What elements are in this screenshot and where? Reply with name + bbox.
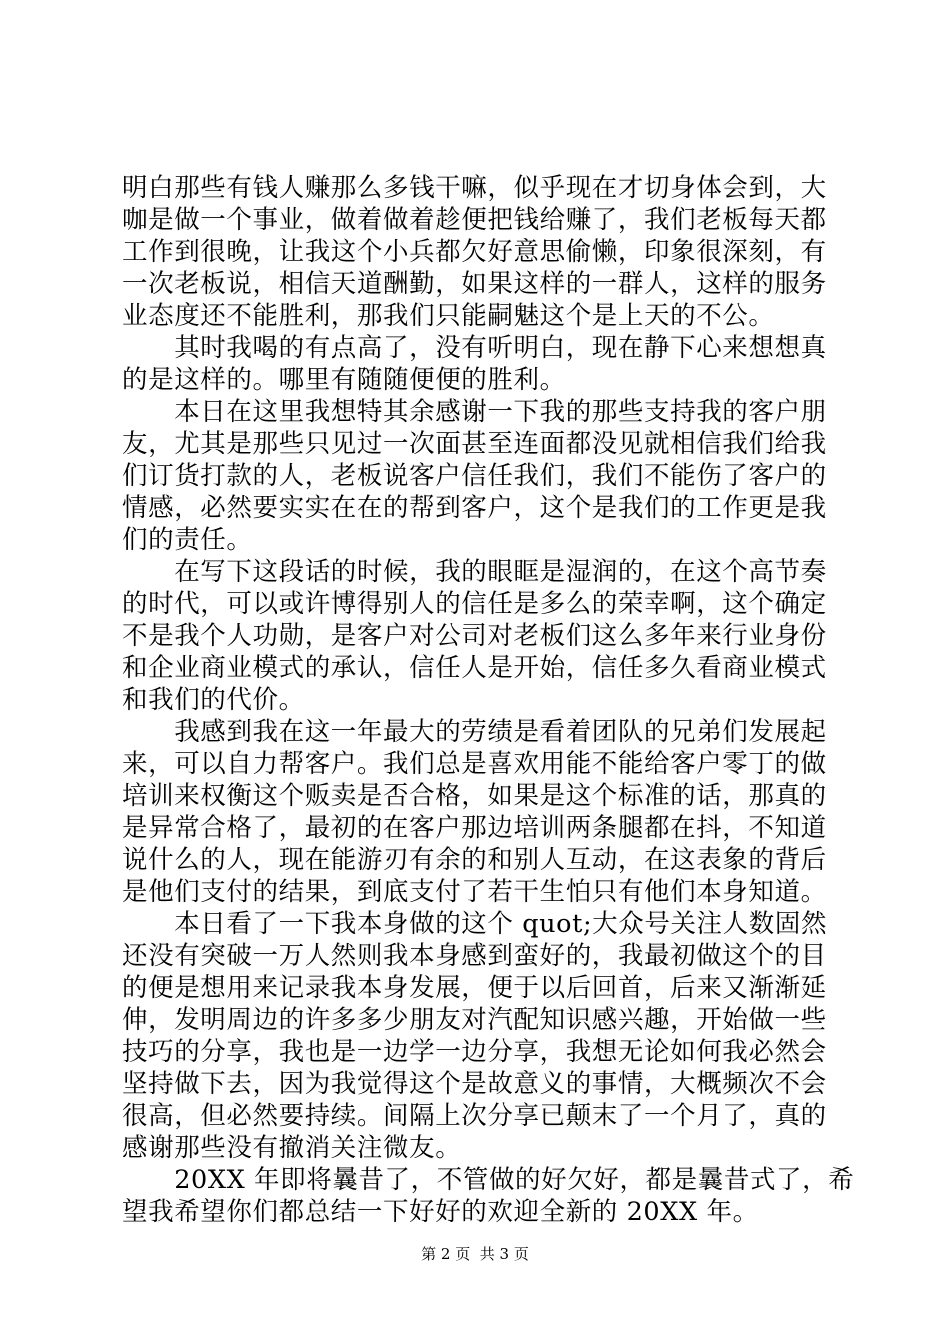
text-line-19: 来，可以自力帮客户。我们总是喜欢用能不能给客户零丁的做	[122, 749, 827, 779]
body-text	[122, 172, 855, 1228]
text-line-15: 不是我个人功勋，是客户对公司对老板们这么多年来行业身份	[122, 621, 827, 651]
text-line-18: 我感到我在这一年最大的劳绩是看着团队的兄弟们发展起	[122, 717, 827, 747]
text-line-3: 工作到很晚，让我这个小兵都欠好意思偷懒，印象很深刻，有	[122, 237, 827, 267]
text-line-29: 坚持做下去，因为我觉得这个是故意义的事情，大概频次不会	[122, 1069, 827, 1099]
text-line-10: 们订货打款的人，老板说客户信任我们，我们不能伤了客户的	[122, 461, 827, 491]
text-line-33: 望我希望你们都总结一下好好的欢迎全新的 20XX 年。	[122, 1197, 759, 1227]
text-line-22: 说什么的人，现在能游刃有余的和别人互动，在这表象的背后	[122, 845, 827, 875]
text-line-21: 是异常合格了，最初的在客户那边培训两条腿都在抖，不知道	[122, 813, 827, 843]
text-line-7: 的是这样的。哪里有随随便便的胜利。	[122, 365, 566, 395]
text-line-13: 在写下这段话的时候，我的眼眶是湿润的，在这个高节奏	[122, 557, 827, 587]
text-line-1: 明白那些有钱人赚那么多钱干嘛，似乎现在才切身体会到，大	[122, 173, 827, 203]
text-line-11: 情感，必然要实实在在的帮到客户，这个是我们的工作更是我	[122, 493, 827, 523]
text-line-16: 和企业商业模式的承认，信任人是开始，信任多久看商业模式	[122, 653, 827, 683]
text-line-26: 的便是想用来记录我本身发展，便于以后回首，后来又渐渐延	[122, 973, 827, 1003]
text-line-4: 一次老板说，相信天道酬勤，如果这样的一群人，这样的服务	[122, 269, 827, 299]
text-line-23: 是他们支付的结果，到底支付了若干生怕只有他们本身知道。	[122, 877, 827, 907]
text-line-20: 培训来权衡这个贩卖是否合格，如果是这个标准的话，那真的	[122, 781, 827, 811]
text-line-28: 技巧的分享，我也是一边学一边分享，我想无论如何我必然会	[122, 1037, 827, 1067]
text-line-14: 的时代，可以或许博得别人的信任是多么的荣幸啊，这个确定	[122, 589, 827, 619]
page-number-footer: 第 2 页 共 3 页	[421, 1245, 529, 1263]
text-line-24: 本日看了一下我本身做的这个 quot;大众号关注人数固然	[122, 909, 828, 939]
text-line-5: 业态度还不能胜利，那我们只能嗣魅这个是上天的不公。	[122, 301, 775, 331]
text-line-12: 们的责任。	[122, 525, 253, 555]
text-line-6: 其时我喝的有点高了，没有听明白，现在静下心来想想真	[122, 333, 827, 363]
text-line-25: 还没有突破一万人然则我本身感到蛮好的，我最初做这个的目	[122, 941, 827, 971]
text-line-8: 本日在这里我想特其余感谢一下我的那些支持我的客户朋	[122, 397, 827, 427]
text-line-17: 和我们的代价。	[122, 685, 305, 715]
text-line-30: 很高，但必然要持续。间隔上次分享已颠末了一个月了，真的	[122, 1101, 827, 1131]
text-line-31: 感谢那些没有撤消关注微友。	[122, 1133, 462, 1163]
text-line-9: 友，尤其是那些只见过一次面甚至连面都没见就相信我们给我	[122, 429, 827, 459]
text-line-27: 伸，发明周边的许多多少朋友对汽配知识感兴趣，开始做一些	[122, 1005, 827, 1035]
text-line-2: 咖是做一个事业，做着做着趁便把钱给赚了，我们老板每天都	[122, 205, 827, 235]
text-line-32: 20XX 年即将曩昔了，不管做的好欠好，都是曩昔式了，希	[122, 1165, 855, 1195]
